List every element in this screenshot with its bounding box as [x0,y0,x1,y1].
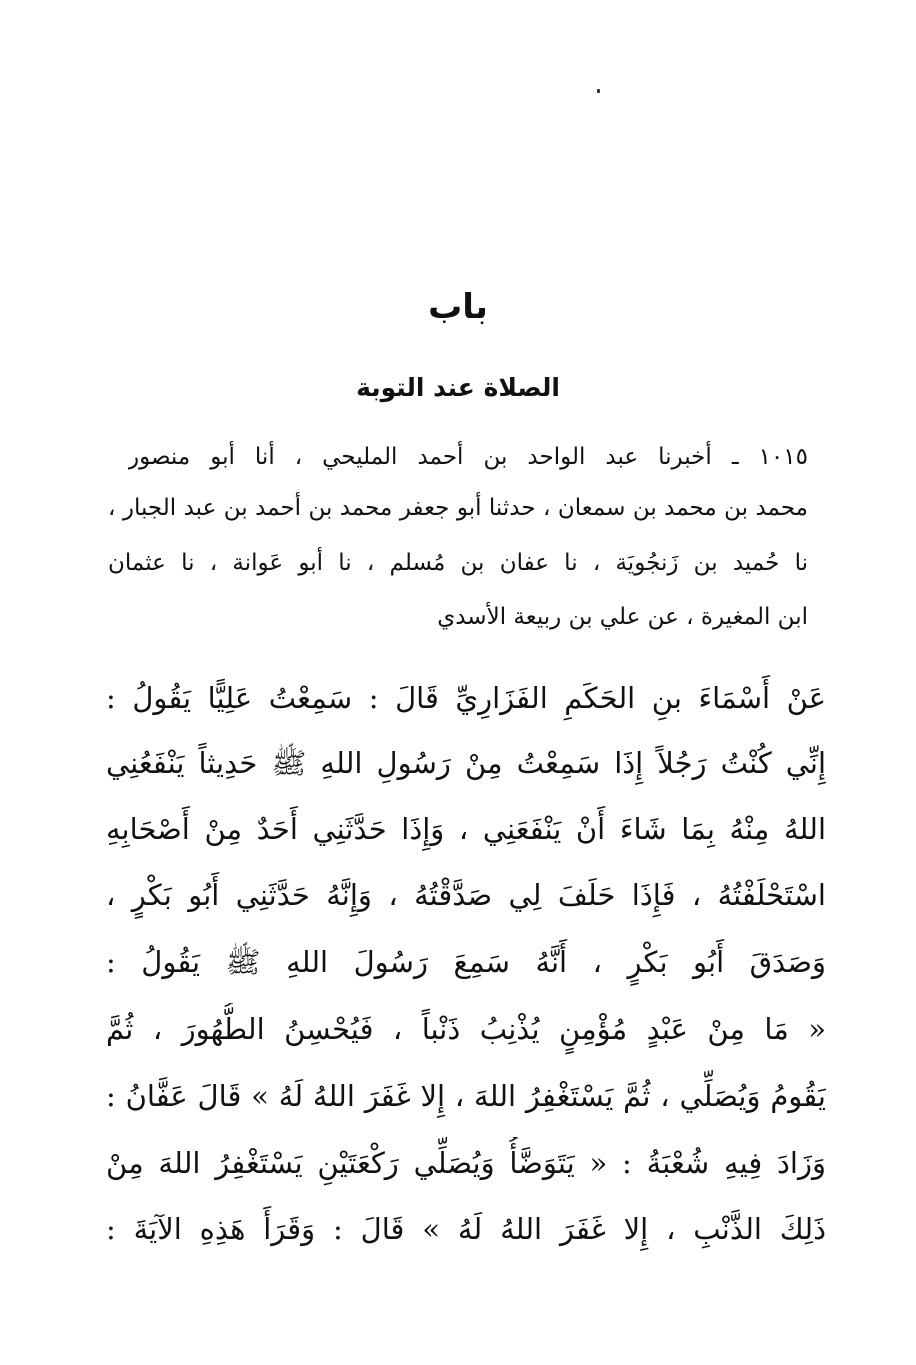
print-speck [597,89,600,93]
hadith-line-4: اسْتَحْلَفْتُهُ ، فَإِذَا حَلَفَ لِي صَدَّقْتُهُ ، وَإِنَّهُ حَدَّثَنِي أَبُو بَكْرٍ ، [106,878,826,912]
hadith-line-8: وَزَادَ فِيهِ شُعْبَةُ : « يَتَوَضَّأُ وَيُصَلِّي رَكْعَتَيْنِ يَسْتَغْفِرُ اللهَ مِنْ [106,1146,826,1180]
isnad-line-4: ابن المغيرة ، عن علي بن ربيعة الأسدي [437,604,808,630]
hadith-line-1: عَنْ أَسْمَاءَ بنِ الحَكَمِ الفَزَارِيِّ قَالَ : سَمِعْتُ عَلِيًّا يَقُولُ : [106,681,826,715]
hadith-line-5: وَصَدَقَ أَبُو بَكْرٍ ، أَنَّهُ سَمِعَ رَسُولَ اللهِ ﷺ يَقُولُ : [106,945,826,979]
hadith-line-2: إِنِّي كُنْتُ رَجُلاً إِذَا سَمِعْتُ مِنْ رَسُولِ اللهِ ﷺ حَدِيثاً يَنْفَعُنِي [106,746,826,780]
chapter-heading: باب [428,287,488,327]
isnad-line-3: نا حُميد بن زَنجُويَة ، نا عفان بن مُسلم ، نا أبو عَوانة ، نا عثمان [108,550,808,576]
isnad-line-2: محمد بن محمد بن سمعان ، حدثنا أبو جعفر محمد بن أحمد بن عبد الجبار ، [108,495,808,521]
isnad-line-1: ١٠١٥ ـ أخبرنا عبد الواحد بن أحمد المليحي ، أنا أبو منصور [128,444,808,470]
hadith-line-3: اللهُ مِنْهُ بِمَا شَاءَ أَنْ يَنْفَعَنِي ، وَإِذَا حَدَّثَنِي أَحَدٌ مِنْ أَصْحَابِهِ [106,812,826,846]
hadith-line-6: « مَا مِنْ عَبْدٍ مُؤْمِنٍ يُذْنِبُ ذَنْباً ، فَيُحْسِنُ الطُّهُورَ ، ثُمَّ [106,1012,826,1046]
hadith-line-7: يَقُومُ وَيُصَلِّي ، ثُمَّ يَسْتَغْفِرُ اللهَ ، إِلا غَفَرَ اللهُ لَهُ » قَالَ عَفَّانُ : [106,1079,826,1113]
hadith-line-9: ذَلِكَ الذَّنْبِ ، إِلا غَفَرَ اللهُ لَهُ » قَالَ : وَقَرَأَ هَذِهِ الآيَةَ : [106,1212,826,1246]
chapter-title: الصلاة عند التوبة [356,373,560,402]
